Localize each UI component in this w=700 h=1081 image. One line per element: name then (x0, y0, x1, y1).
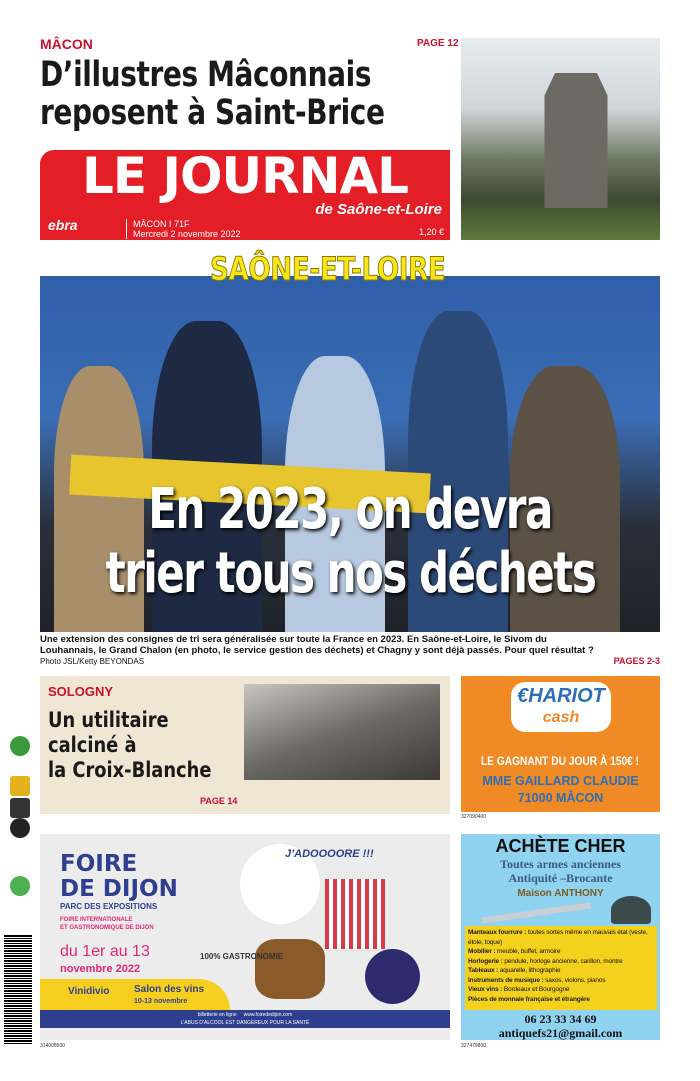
email[interactable]: antiquefs21@gmail.com (498, 1026, 623, 1040)
achete-cher-ad[interactable] (461, 834, 660, 1040)
logo-text: cash (542, 709, 580, 726)
achete-contact (461, 1012, 660, 1040)
salon-des-vins (134, 984, 204, 1007)
recycle-icon (10, 818, 30, 838)
masthead (40, 147, 450, 240)
secondary-page[interactable]: PAGE 14 (200, 796, 238, 806)
item: Manteaux fourrure : toutes sortes même en mauvais état (veste, étole, toque) (468, 929, 648, 946)
foire-de-dijon-ad[interactable] (40, 834, 450, 1040)
ebra-logo: ebra (48, 217, 78, 233)
title-line: FOIRE (60, 851, 138, 877)
photo-credit: Photo JSL/Ketty BEYONDAS (40, 657, 145, 666)
alcohol-warning: L’ABUS D’ALCOOL EST DANGEREUX POUR LA SANTÉ (180, 1020, 310, 1026)
intl-line: FOIRE INTERNATIONALE (60, 917, 133, 923)
chariot-cash-logo (511, 682, 611, 732)
masthead-title: LE JOURNAL (82, 147, 409, 205)
headline-line: Un utilitaire (48, 708, 169, 732)
secondary-kicker: SOLOGNY (48, 684, 114, 699)
vinidivio-logo: Vinidivio (68, 986, 110, 997)
masthead-subtitle: de Saône-et-Loire (315, 201, 442, 218)
main-caption (40, 634, 660, 667)
billetterie[interactable]: billetterie en ligne (197, 1012, 237, 1018)
top-story-page[interactable]: PAGE 12 (417, 38, 459, 49)
chapel-photo (461, 38, 660, 240)
subtitle-line: Antiquité –Brocante (508, 871, 613, 885)
masthead-meta (126, 219, 241, 239)
picnic-cloth (325, 879, 385, 949)
barrel-icon (255, 939, 325, 999)
headline-line: la Croix-Blanche (48, 758, 212, 782)
item: Tableaux : aquarelle, lithographie (468, 967, 561, 974)
salon-dates: 10-13 novembre (134, 998, 188, 1005)
winner-name: MME GAILLARD CLAUDIE (482, 774, 639, 788)
ad-ref: 327479800 (461, 1043, 487, 1049)
foire-slogan: J’ADOOOORE !!! (285, 848, 374, 860)
foire-footer (40, 1010, 450, 1028)
chapel-shape (541, 58, 611, 208)
main-headline[interactable] (40, 478, 660, 606)
caption-block (40, 634, 660, 667)
winner-label: LE GAGNANT DU JOUR À 150€ ! (481, 754, 640, 768)
foire-website[interactable]: www.foirededijon.com (243, 1012, 293, 1018)
item: Pièces de monnaie française et étrangère (468, 995, 590, 1003)
foire-intl (60, 916, 154, 932)
winner-label-row (461, 754, 660, 768)
item: Vieux vins : Bordeaux et Bourgogne (468, 986, 570, 993)
headline-line: trier tous nos déchets (105, 541, 595, 606)
item: Instruments de musique : saxos, violons, pianos (468, 976, 606, 984)
chariot-cash-ad[interactable] (461, 676, 660, 812)
headline-line: En 2023, on devra (148, 477, 552, 542)
title-line: DE DIJON (60, 876, 178, 902)
price: 1,20 € (418, 227, 444, 237)
dates-line: du 1er au 13 (60, 943, 150, 960)
foire-title (60, 852, 178, 902)
top-story-kicker: MÂCON (40, 36, 93, 52)
secondary-story[interactable] (40, 676, 450, 814)
edition: MÂCON I 71F (133, 219, 190, 229)
subtitle-line: Toutes armes anciennes (500, 857, 621, 871)
phone[interactable]: 06 23 33 34 69 (524, 1012, 597, 1026)
ad-ref: 327090400 (461, 814, 487, 820)
barcode (4, 934, 32, 1044)
headline-line: calciné à (48, 733, 137, 757)
date: Mercredi 2 novembre 2022 (133, 229, 241, 239)
dates-line: novembre 2022 (60, 963, 141, 975)
recycle-info-icon (10, 776, 30, 796)
sword-icon (481, 902, 591, 923)
gastronomie-badge: 100% GASTRONOMIE (200, 952, 284, 961)
secondary-headline (48, 708, 211, 783)
foire-parc: PARC DES EXPOSITIONS (60, 902, 158, 911)
salon-title: Salon des vins (134, 984, 205, 995)
maison-name: Maison ANTHONY (517, 888, 604, 899)
burnt-van-photo (244, 684, 440, 780)
winner-city: 71000 MÂCON (517, 791, 604, 805)
pefc-icon (10, 736, 30, 756)
headline-line: D’illustres Mâconnais (40, 55, 372, 95)
achete-items (465, 926, 657, 1010)
item: Mobilier : meuble, buffet, armoire (468, 948, 561, 955)
logo-text: €HARIOT (517, 685, 605, 707)
helmet-icon (611, 896, 651, 924)
headline-row (40, 542, 660, 606)
grapes-icon (365, 949, 420, 1004)
section-label: SAÔNE-ET-LOIRE (210, 250, 446, 288)
imprimvert-icon (10, 876, 30, 896)
foire-dates (60, 944, 150, 977)
headline-line: reposent à Saint-Brice (40, 93, 385, 133)
top-story-headline[interactable] (40, 56, 385, 132)
intl-line: ET GASTRONOMIQUE DE DIJON (60, 925, 154, 931)
caption-text: Une extension des consignes de tri sera généralisée sur toute la France en 2023. En Saône-et-Loire, le Sivom du Louhannais, le Grand Chalon (en photo, le service gestion des déchets) et Chagny y sont déjà passés. Pour quel résultat ? (40, 634, 594, 656)
headline-row (40, 478, 660, 542)
achete-subtitle (461, 857, 660, 885)
triman-icon (10, 798, 30, 818)
main-pages[interactable]: PAGES 2-3 (613, 656, 660, 666)
ad-ref: 314008500 (40, 1043, 66, 1049)
item: Horlogerie : pendule, horloge ancienne, carillon, montre (468, 957, 623, 965)
achete-title: ACHÈTE CHER (495, 836, 626, 856)
